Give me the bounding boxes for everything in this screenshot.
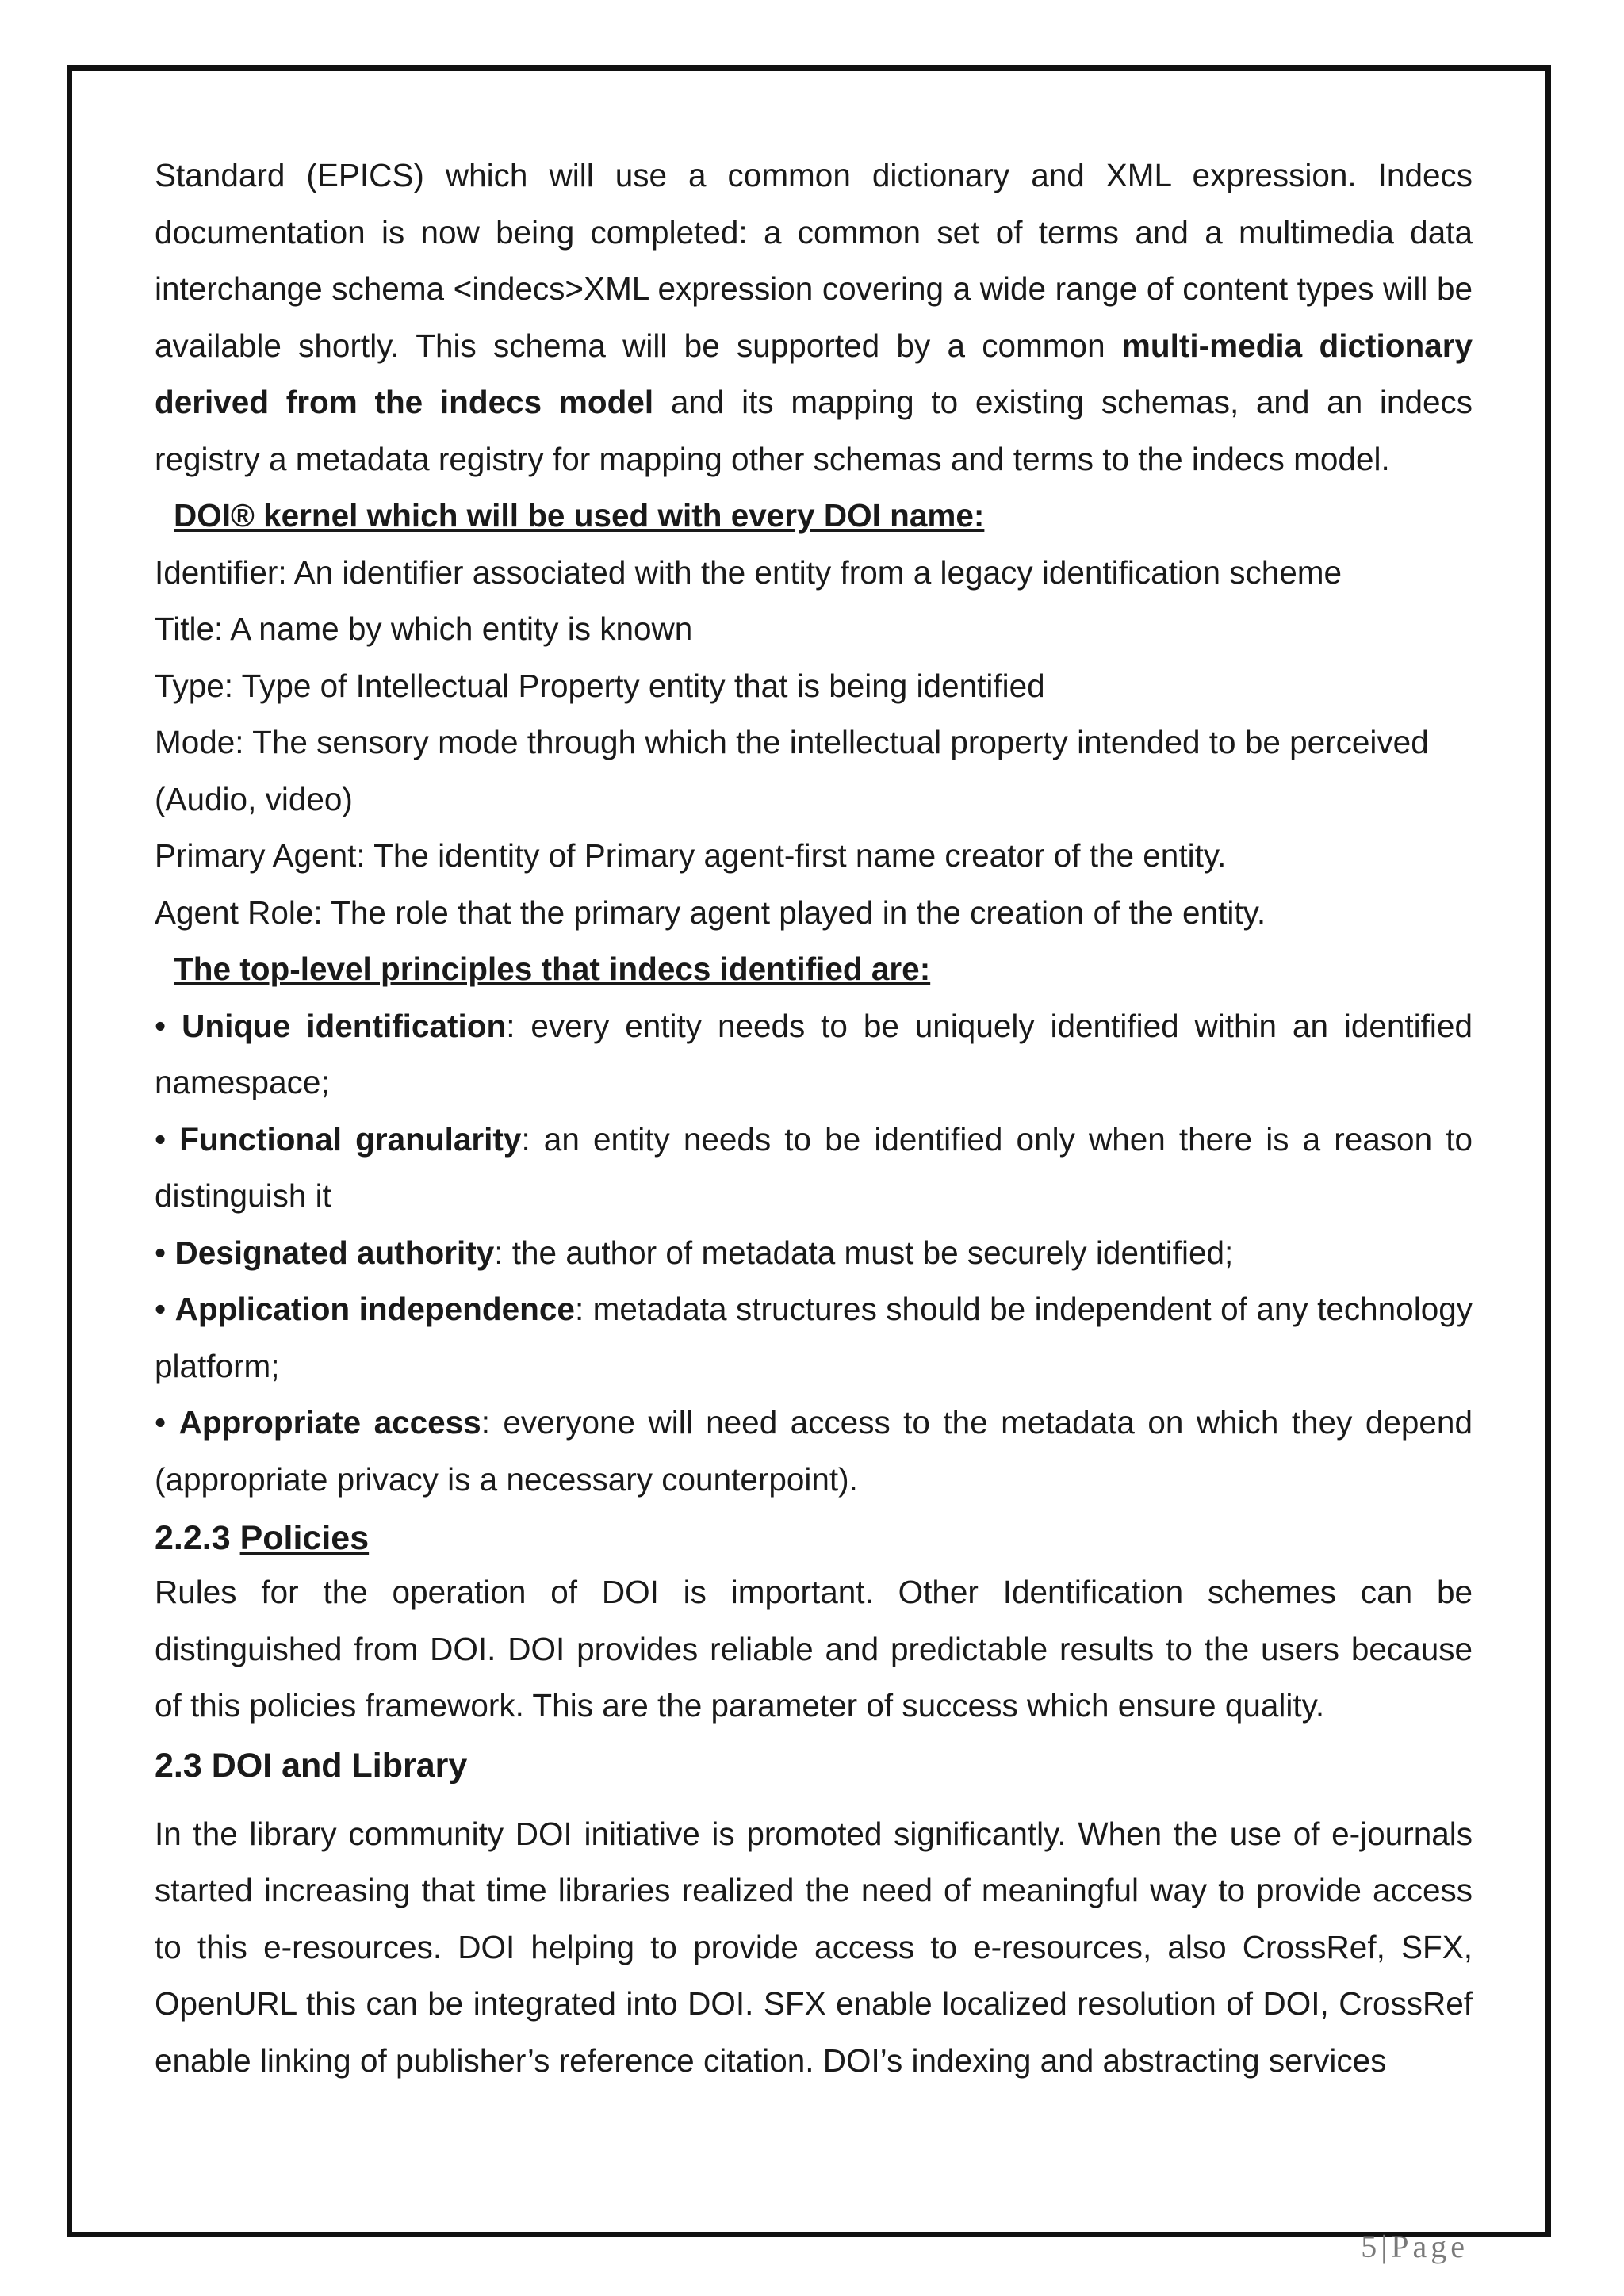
principle-text: : an entity needs to be identified only when there is a reason to distinguish it xyxy=(155,1120,1473,1214)
bullet: • xyxy=(155,1291,167,1327)
principles-heading: The top-level principles that indecs identified are: xyxy=(174,951,931,987)
intro-text-end: and its mapping to existing schemas, and an indecs registry a metadata registry for mapping other schemas and terms to the indecs model. xyxy=(155,384,1473,477)
principle-text: : every entity needs to be uniquely identified within an identified namespace; xyxy=(155,1007,1473,1100)
section-title: Policies xyxy=(239,1519,370,1557)
intro-bold-text: multi-media dictionary derived from the indecs model xyxy=(155,327,1473,420)
principle-item xyxy=(155,1112,1473,1225)
intro-text: Standard (EPICS) which will use a common dictionary and XML expression. Indecs documentation is now being completed: a common set of terms and a multimedia data interchange schema <indecs>XML expression covering a wide range of content types will be available shortly. This schema will be supported by a common xyxy=(155,157,1473,364)
intro-paragraph xyxy=(155,147,1473,488)
bullet: • xyxy=(155,1007,167,1044)
kernel-item: Primary Agent: The identity of Primary agent-first name creator of the entity. xyxy=(155,837,1227,874)
bullet: • xyxy=(155,1120,167,1158)
principle-term: Application independence xyxy=(174,1291,575,1327)
principle-term: Designated authority xyxy=(174,1234,495,1271)
section-number: 2.2.3 xyxy=(155,1519,231,1557)
principle-term: Functional granularity xyxy=(179,1120,522,1158)
bullet: • xyxy=(155,1234,167,1271)
principle-term: Appropriate access xyxy=(178,1404,481,1441)
bullet: • xyxy=(155,1404,167,1441)
policies-paragraph: Rules for the operation of DOI is important. Other Identification schemes can be distinguished from DOI. DOI provides reliable and predictable results to the users because of this policies framework. This are the parameter of success which ensure quality. xyxy=(155,1574,1473,1724)
principle-item xyxy=(155,1281,1473,1395)
section-heading-library: 2.3 DOI and Library xyxy=(155,1746,468,1785)
kernel-heading: DOI® kernel which will be used with every DOI name: xyxy=(174,497,985,534)
library-paragraph: In the library community DOI initiative is promoted significantly. When the use of e-journals started increasing that time libraries realized the need of meaningful way to provide access to this e-resources. DOI helping to provide access to e-resources, also CrossRef, SFX, OpenURL this can be integrated into DOI. SFX enable localized resolution of DOI, CrossRef enable linking of publisher’s reference citation. DOI’s indexing and abstracting services xyxy=(155,1815,1473,2079)
kernel-item: Agent Role: The role that the primary agent played in the creation of the entity. xyxy=(155,894,1266,931)
kernel-item: Type: Type of Intellectual Property entity that is being identified xyxy=(155,667,1045,704)
page-footer xyxy=(1361,2228,1469,2265)
page-label: Page xyxy=(1391,2229,1469,2264)
kernel-item: Title: A name by which entity is known xyxy=(155,610,693,647)
kernel-item: Mode: The sensory mode through which the intellectual property intended to be perceived (Audio, video) xyxy=(155,724,1429,817)
document-body xyxy=(155,147,1473,2089)
kernel-item: Identifier: An identifier associated with the entity from a legacy identification scheme xyxy=(155,553,1342,591)
principle-term: Unique identification xyxy=(182,1007,507,1044)
section-heading-policies xyxy=(155,1518,1473,1558)
principle-item xyxy=(155,1225,1473,1282)
principle-text: : the author of metadata must be securely identified; xyxy=(494,1234,1234,1271)
principle-item xyxy=(155,1395,1473,1508)
page-number: 5 xyxy=(1361,2229,1381,2264)
principle-text: : everyone will need access to the metadata on which they depend (appropriate privacy is a necessary counterpoint). xyxy=(155,1404,1473,1498)
principle-item xyxy=(155,998,1473,1112)
footer-separator: | xyxy=(1381,2229,1392,2264)
principle-text: : metadata structures should be independent of any technology platform; xyxy=(155,1291,1473,1384)
